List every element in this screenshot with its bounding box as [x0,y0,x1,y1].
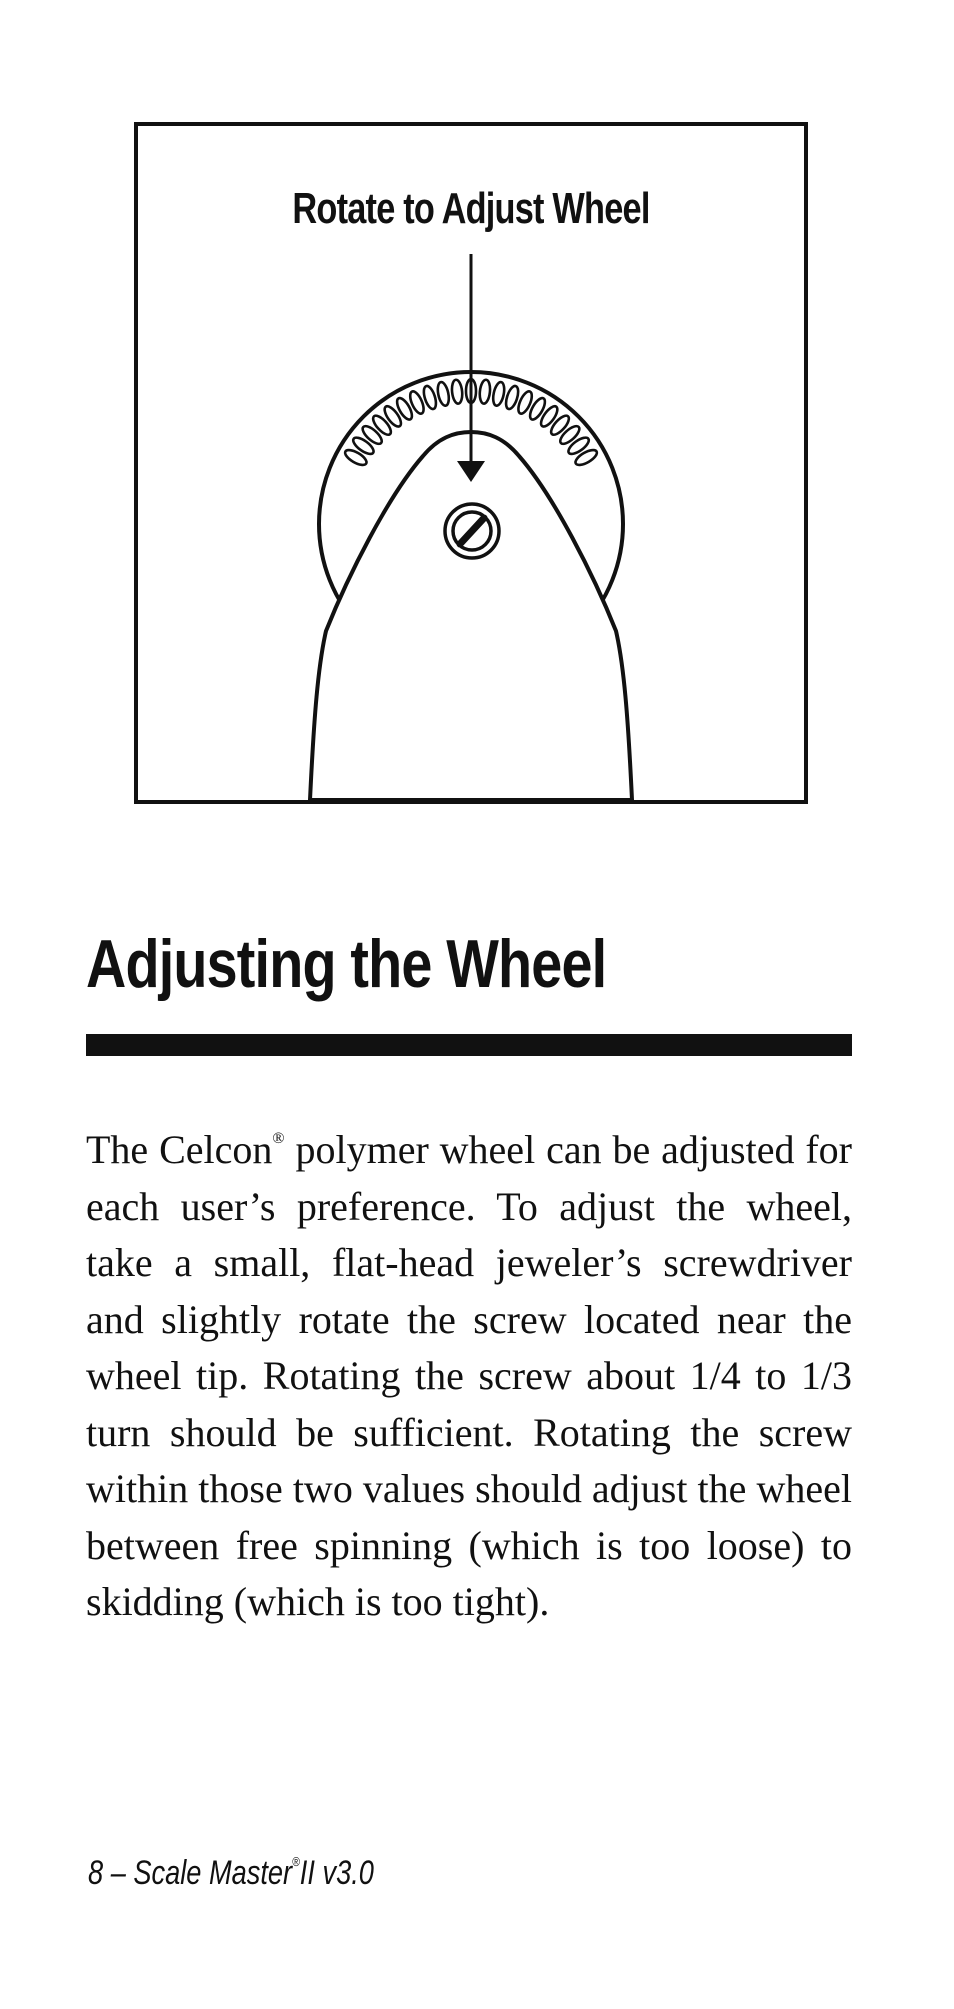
footer-separator: – [103,1854,134,1892]
page-footer [88,1854,374,1893]
section-heading: Adjusting the Wheel [86,926,607,1002]
product-model: II [299,1854,315,1892]
product-version: v3.0 [322,1854,374,1892]
figure-label: Rotate to Adjust Wheel [292,184,650,233]
heading-rule [86,1034,852,1056]
body-paragraph [86,1122,852,1631]
page-number: 8 [88,1854,104,1892]
footer-registered-mark: ® [292,1854,300,1869]
body-text-start: The Celcon [86,1127,273,1172]
body-text-rest: polymer wheel can be adjusted for each user’s preference. To adjust the wheel, take a small, flat-head jeweler’s screwdriver and slightly rotate the screw located near the wheel tip. Rotating the screw about 1/4 to 1/3 turn should be sufficient. Rotating the screw within those two values should adjust the wheel between free spinning (which is too loose) to skidding (which is too tight). [86,1127,852,1624]
product-name: Scale Master [133,1854,293,1892]
wheel-adjust-figure [134,122,808,804]
registered-mark: ® [272,1130,285,1147]
adjust-screw-icon [445,504,499,558]
